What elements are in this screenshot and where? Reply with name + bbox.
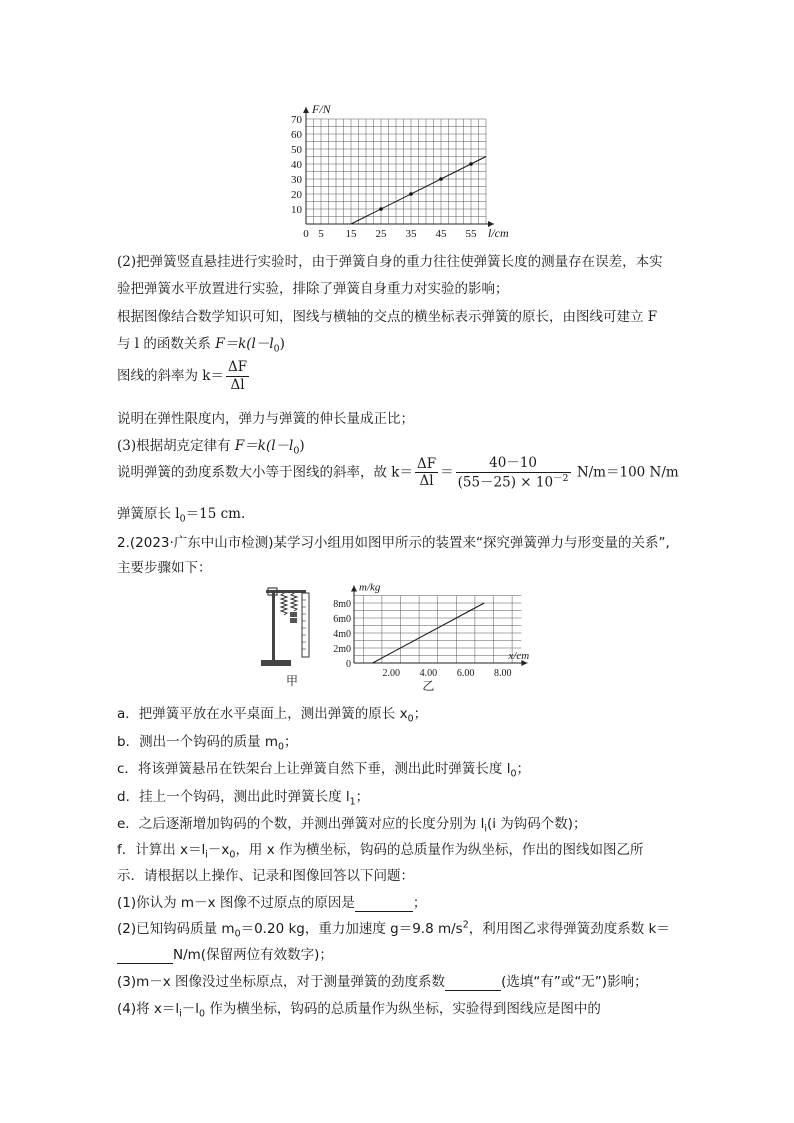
solution-line: 验把弹簧水平放置进行实验，排除了弹簧自身重力对实验的影响； [117, 281, 509, 297]
denominator: Δl [419, 473, 434, 490]
subscript: 0 [229, 849, 236, 861]
data-point [469, 162, 473, 166]
stand-arm [266, 590, 306, 593]
formula-text: F＝k(l－l [215, 336, 274, 352]
chart-tick-labels [291, 114, 477, 240]
text: ； [516, 761, 530, 777]
text: f．计算出 x＝l [117, 842, 206, 858]
figure-label: 甲 [286, 674, 299, 688]
data-point [439, 177, 443, 181]
subscript: i [179, 1008, 182, 1020]
subscript: 0 [199, 1008, 206, 1020]
denominator: Δl [230, 376, 245, 393]
numerator: ΔF [227, 359, 248, 375]
text: c．将该弹簧悬吊在铁架台上让弹簧自然下垂，测出此时弹簧长度 l [117, 761, 511, 777]
y-tick-label: 6m0 [333, 614, 351, 625]
x-tick-label: 2.00 [382, 668, 400, 679]
text: 弹簧原长 l [117, 506, 180, 522]
y-axis-label: m/kg [359, 581, 381, 594]
x-tick-label: 25 [375, 228, 387, 240]
answer-blank[interactable] [355, 895, 413, 912]
data-point [409, 192, 413, 196]
result: N/m＝100 N/m [572, 464, 679, 481]
text: (2)已知钩码质量 m [117, 921, 235, 937]
subscript: 0 [278, 741, 285, 753]
subscript: 0 [234, 928, 241, 940]
solution-line [117, 332, 285, 355]
y-tick-label: 70 [291, 114, 302, 126]
x-tick-label: 55 [465, 228, 477, 240]
x-tick-label: 35 [405, 228, 417, 240]
weight-icon [290, 618, 297, 623]
text: －l [181, 1001, 200, 1017]
chart-grid [354, 596, 521, 664]
step-line [117, 812, 587, 835]
subscript: 0 [510, 768, 517, 780]
question-intro: 主要步骤如下： [117, 560, 212, 576]
spring-icon [281, 593, 287, 615]
ruler [302, 593, 309, 657]
text: a．把弹簧平放在水平桌面上，测出弹簧的原长 x [117, 706, 408, 722]
subscript: i [205, 849, 208, 861]
text: ； [355, 789, 370, 805]
y-tick-label: 8m0 [333, 599, 351, 610]
y-tick-label: 40 [291, 159, 302, 171]
question-line [117, 997, 601, 1020]
figure-label: 乙 [422, 679, 435, 692]
step-line [117, 838, 644, 861]
denominator-text: (55－25) × 10 [457, 474, 554, 491]
step-line [117, 757, 530, 780]
y-axis-arrow [303, 107, 309, 113]
text: d．挂上一个钩码，测出此时弹簧长度 l [117, 789, 350, 805]
x-tick-label: 45 [435, 228, 447, 240]
solution-line [117, 502, 245, 525]
x-tick-label: 8.00 [494, 668, 512, 679]
stand-rod [272, 592, 275, 662]
mass-elongation-chart [330, 580, 530, 692]
y-axis-label: F/N [312, 102, 331, 116]
force-length-chart [270, 92, 520, 242]
numerator: ΔF [416, 455, 437, 472]
superscript: －2 [553, 472, 569, 484]
x-tick-label: 6.00 [456, 668, 475, 679]
y-tick-label: 4m0 [333, 629, 351, 640]
subscript: 0 [273, 343, 280, 355]
formula [215, 336, 285, 355]
text: 作为横坐标，钩码的总质量作为纵坐标，实验得到图线应是图中的 [205, 1001, 601, 1017]
denominator [456, 473, 571, 491]
text: (4)将 x＝l [117, 1001, 180, 1017]
text: －x [207, 842, 230, 858]
subscript: 0 [407, 713, 414, 725]
y-tick-label: 20 [291, 189, 302, 201]
question-line [117, 970, 648, 991]
y-axis-arrow [351, 586, 357, 592]
text: (1)你认为 m－x 图像不过原点的原因是 [117, 895, 355, 911]
formula-text: F＝k(l－l [234, 438, 294, 454]
equals: ＝ [440, 464, 454, 481]
formula-text: ) [279, 336, 285, 352]
step-line [117, 702, 427, 725]
text: b．测出一个钩码的质量 m [117, 734, 279, 750]
apparatus-figure [258, 580, 338, 690]
question-line [117, 943, 333, 964]
text: ，利用图乙求得弹簧劲度系数 k＝ [468, 921, 670, 937]
solution-line: 说明在弹性限度内，弹力与弹簧的伸长量成正比； [117, 411, 414, 427]
text: ； [412, 895, 427, 911]
numerator: 40－10 [456, 456, 571, 473]
x-tick-label: 15 [345, 228, 357, 240]
formula-text: ) [299, 438, 305, 454]
spring-icon [291, 593, 297, 611]
text: (选填“有”或“无”)影响； [501, 974, 648, 990]
solution-line [117, 434, 305, 457]
x-tick-label: 0 [303, 228, 309, 240]
subscript: 1 [349, 796, 356, 808]
text: N/m(保留两位有效数字)； [173, 947, 333, 963]
text: ，用 x 作为横坐标，钩码的总质量作为纵坐标，作出的图线如图乙所 [235, 842, 644, 858]
solution-line: (2)把弹簧竖直悬挂进行实验时，由于弹簧自身的重力往往使弹簧长度的测量存在误差，本实 [117, 254, 663, 270]
text: ； [413, 706, 428, 722]
step-line [117, 730, 298, 753]
text: (3)根据胡克定律有 [117, 438, 235, 454]
weight-icon [290, 612, 297, 617]
x-axis-label: x/cm [508, 650, 530, 662]
fraction [415, 457, 438, 490]
text: (3)m－x 图像没过坐标原点，对于测量弹簧的劲度系数 [117, 974, 446, 990]
subscript: 0 [179, 513, 186, 525]
text: ＝15 cm. [185, 506, 246, 522]
x-tick-label: 4.00 [419, 668, 438, 679]
text: e．之后逐渐增加钩码的个数，并测出弹簧对应的长度分别为 l [117, 816, 485, 832]
question-line [117, 917, 670, 940]
solution-line: 根据图像结合数学知识可知，图线与横轴的交点的横坐标表示弹簧的原长，由图线可建立 F [117, 309, 658, 325]
solution-line [117, 360, 251, 393]
y-tick-label: 0 [346, 659, 351, 670]
y-tick-label: 30 [291, 174, 302, 186]
answer-blank[interactable] [445, 974, 501, 991]
step-line: 示．请根据以上操作、记录和图像回答以下问题： [117, 868, 414, 884]
y-tick-label: 60 [291, 129, 302, 141]
y-tick-label: 50 [291, 144, 302, 156]
question-intro: 2.(2023·广东中山市检测)某学习小组用如图甲所示的装置来“探究弹簧弹力与形变量的关系”, [117, 535, 670, 551]
subscript: i [484, 823, 487, 835]
step-line [117, 785, 369, 808]
text: (i 为钩码个数)； [486, 816, 587, 832]
x-tick-label: 5 [318, 228, 324, 240]
solution-line [117, 456, 679, 490]
fraction [226, 360, 249, 393]
y-tick-label: 10 [291, 204, 302, 216]
text: 图线的斜率为 k＝ [117, 367, 224, 384]
stand-base [261, 660, 291, 666]
question-line [117, 891, 426, 912]
y-tick-label: 2m0 [333, 644, 351, 655]
text: 与 l 的函数关系 [117, 336, 216, 352]
text: ； [284, 734, 298, 750]
text: ＝0.20 kg，重力加速度 g＝9.8 m/s [240, 921, 463, 937]
subscript: 0 [293, 445, 300, 457]
x-axis-label: l/cm [488, 226, 509, 240]
text: 说明弹簧的劲度系数大小等于图线的斜率，故 k＝ [117, 464, 413, 481]
data-point [379, 207, 383, 211]
fraction [456, 456, 571, 490]
chart-grid [306, 119, 486, 224]
chart-tick-labels [333, 599, 511, 679]
answer-blank[interactable] [117, 947, 173, 964]
superscript: 2 [462, 919, 469, 931]
